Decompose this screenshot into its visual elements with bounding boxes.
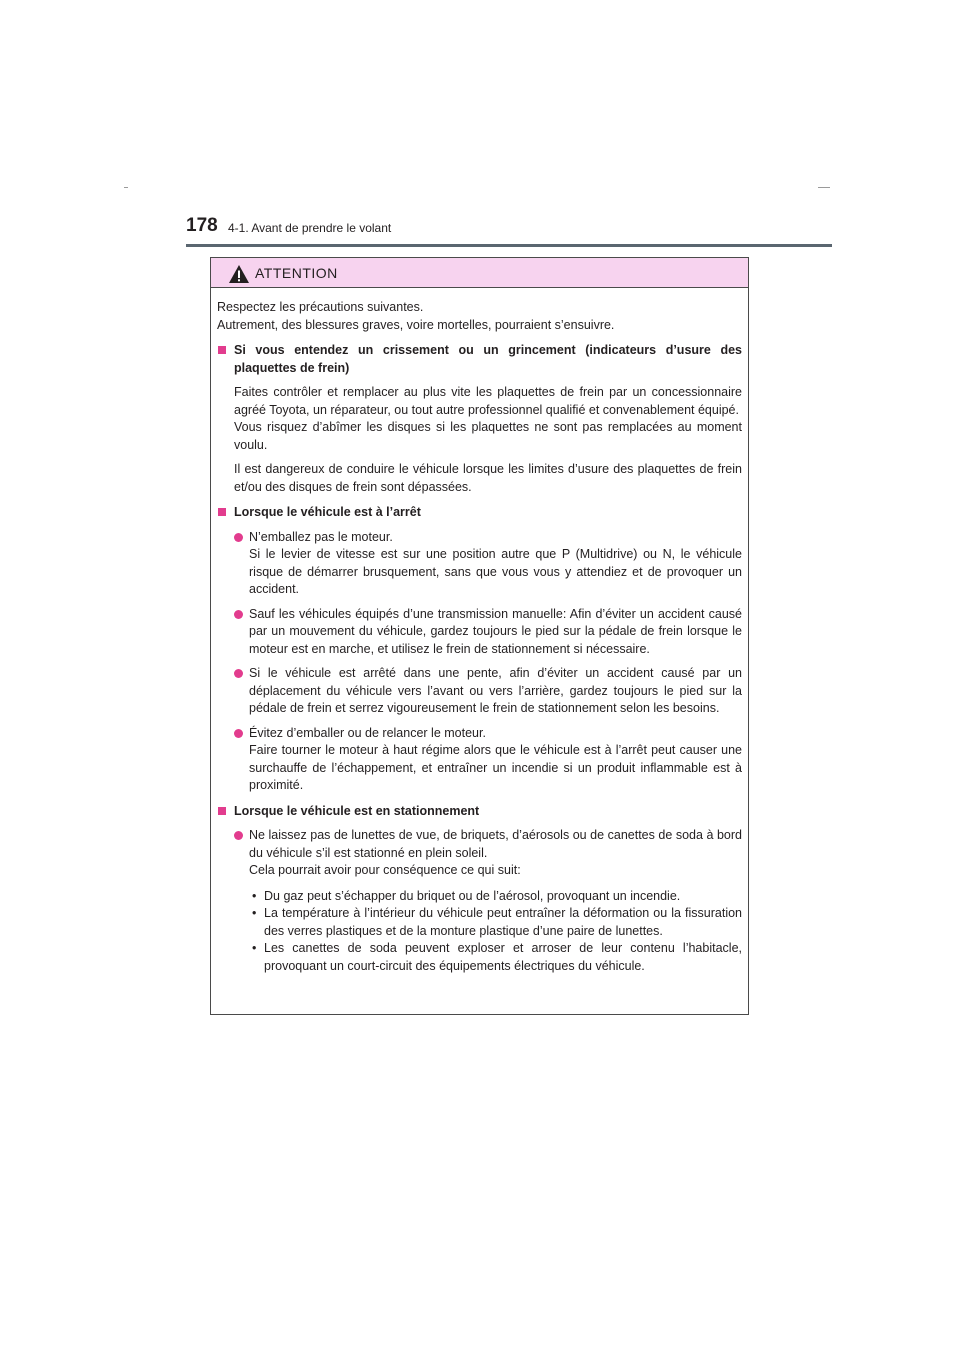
list-item-line: Si le levier de vitesse est sur une position autre que P (Multidrive) ou N, le véhicule risque de démarrer brusquement, sans que vous vous y attendiez et de provoquer un accident.: [249, 547, 742, 596]
attention-body: [211, 288, 748, 975]
paragraph: Il est dangereux de conduire le véhicule lorsque les limites d’usure des plaquettes de frein et/ou des disques de frein sont dépassées.: [234, 462, 742, 494]
circle-bullet-icon: [234, 831, 243, 840]
list-item-line: Cela pourrait avoir pour conséquence ce qui suit:: [249, 863, 521, 877]
sub-list-item-text: Du gaz peut s’échapper du briquet ou de l’aérosol, provoquant un incendie.: [264, 888, 681, 903]
section-heading: [217, 803, 742, 821]
list-item-line: Faire tourner le moteur à haut régime alors que le véhicule est à l’arrêt peut causer une surchauffe de l’échappement, et entraîner un incendie si un produit inflammable est à proximité.: [249, 743, 742, 792]
page-header: [186, 214, 832, 246]
sub-list-item: [249, 940, 742, 975]
sub-list-item-text: Les canettes de soda peuvent exploser et arroser de leur contenu l’habitacle, provoquant un court-circuit des équipements électriques du véhicule.: [264, 941, 742, 973]
section-heading: [217, 504, 742, 522]
page-number: 178: [186, 215, 218, 236]
paragraph-line: Faites contrôler et remplacer au plus vite les plaquettes de frein par un concessionnaire agréé Toyota, un réparateur, ou tout autre professionnel qualifié et convenablement équipé.: [234, 385, 742, 417]
intro-line: Respectez les précautions suivantes.: [217, 300, 424, 314]
crop-mark-right: [818, 187, 830, 188]
sub-list-item-text: La température à l’intérieur du véhicule peut entraîner la déformation ou la fissuration des verres plastiques et de la monture plastique d’une paire de lunettes.: [264, 906, 742, 938]
sub-list: [217, 888, 742, 976]
section-heading-text: Lorsque le véhicule est en stationnement: [234, 803, 480, 818]
section-heading-text: Si vous entendez un crissement ou un grincement (indicateurs d’usure des plaquettes de frein): [234, 343, 742, 375]
attention-title: ATTENTION: [255, 265, 338, 281]
paragraph-line: Vous risquez d’abîmer les disques si les plaquettes ne sont pas remplacées au moment voulu.: [234, 420, 742, 452]
list-item-text: Si le véhicule est arrêté dans une pente, afin d’éviter un accident causé par un déplacement du véhicule vers l’avant ou vers l’arrière, gardez toujours le pied sur la pédale de frein et serrez vigoureusement le frein de stationnement selon les besoins.: [249, 666, 742, 715]
list-item-text: Sauf les véhicules équipés d’une transmission manuelle: Afin d’éviter un accident causé par un mouvement du véhicule, gardez toujours le pied sur la pédale de frein lorsque le moteur est en marche, et utilisez le frein de stationnement si nécessaire.: [249, 606, 742, 656]
section-heading: [217, 342, 742, 377]
warning-triangle-icon: [228, 264, 250, 284]
attention-box: [210, 257, 749, 1015]
dot-bullet-icon: •: [252, 906, 257, 920]
sub-list-item: [249, 888, 742, 906]
circle-bullet-icon: [234, 669, 243, 678]
crop-mark-left: [124, 187, 128, 188]
paragraph: [217, 384, 742, 454]
section-heading-text: Lorsque le véhicule est à l’arrêt: [234, 505, 421, 519]
list-item: [217, 606, 742, 659]
dot-bullet-icon: •: [252, 888, 257, 903]
list-item: [217, 665, 742, 718]
list-item-line: Évitez d’emballer ou de relancer le moteur.: [249, 725, 486, 740]
list-item: [217, 827, 742, 880]
square-bullet-icon: [218, 807, 226, 815]
square-bullet-icon: [218, 508, 226, 516]
sub-list-item: [249, 905, 742, 940]
circle-bullet-icon: [234, 729, 243, 738]
square-bullet-icon: [218, 346, 226, 354]
circle-bullet-icon: [234, 533, 243, 542]
circle-bullet-icon: [234, 610, 243, 619]
attention-header: [211, 258, 748, 288]
list-item: [217, 725, 742, 795]
intro-line: Autrement, des blessures graves, voire mortelles, pourraient s’ensuivre.: [217, 317, 615, 332]
list-item-line: Ne laissez pas de lunettes de vue, de briquets, d’aérosols ou de canettes de soda à bord du véhicule s’il est stationné en plein soleil.: [249, 828, 742, 860]
list-item-line: N’emballez pas le moteur.: [249, 529, 393, 544]
section-title: 4-1. Avant de prendre le volant: [228, 221, 392, 235]
dot-bullet-icon: •: [252, 941, 257, 955]
header-rule: [186, 244, 832, 247]
list-item: [217, 529, 742, 599]
